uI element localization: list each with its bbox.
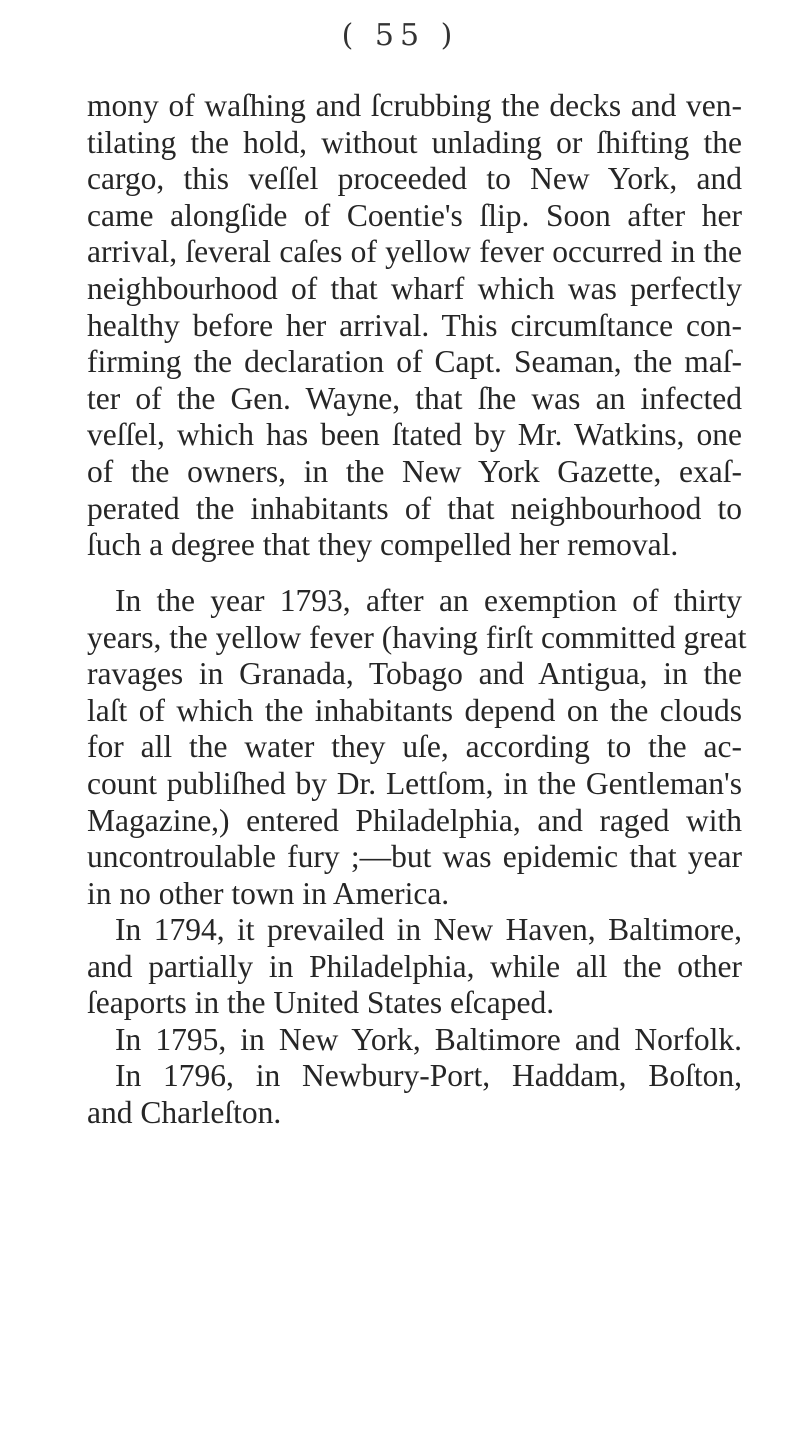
text-line: of the owners, in the New York Gazette, exaſ-	[87, 453, 742, 489]
paragraph-1	[87, 88, 742, 564]
text-line: perated the inhabitants of that neighbourhood to	[87, 490, 742, 526]
text-line: for all the water they uſe, according to the ac-	[87, 729, 742, 765]
paragraph-4	[87, 1022, 742, 1059]
text-line: Magazine,) entered Philadelphia, and raged with	[87, 802, 742, 838]
text-line: arrival, ſeveral caſes of yellow fever occurred in the	[87, 234, 742, 270]
text-line: cargo, this veſſel proceeded to New York, and	[87, 161, 742, 197]
text-line: In the year 1793, after an exemption of thirty	[115, 583, 742, 618]
text-line: neighbourhood of that wharf which was perfectly	[87, 270, 742, 306]
text-line: ſeaports in the United States eſcaped.	[87, 985, 555, 1021]
page-number: ( 55 )	[341, 18, 459, 53]
paragraph-5	[87, 1058, 742, 1131]
text-line: and Charleſton.	[87, 1094, 282, 1130]
text-line: and partially in Philadelphia, while all the other	[87, 948, 742, 984]
text-line: in no other town in America.	[87, 875, 450, 911]
text-line: ter of the Gen. Wayne, that ſhe was an infected	[87, 380, 742, 416]
text-line: ravages in Granada, Tobago and Antigua, in the	[87, 656, 742, 692]
text-line: In 1796, in Newbury-Port, Haddam, Boſton,	[115, 1058, 742, 1093]
text-line: veſſel, which has been ſtated by Mr. Watkins, one	[87, 417, 742, 453]
text-line: uncontroulable fury ;—but was epidemic that year	[87, 839, 742, 875]
paragraph-3	[87, 912, 742, 1022]
text-line: ſuch a degree that they compelled her removal.	[87, 527, 679, 563]
text-line: came alongſide of Coentie's ſlip. Soon after her	[87, 197, 742, 233]
paragraph-2	[87, 583, 747, 912]
text-line: laſt of which the inhabitants depend on the clouds	[87, 692, 742, 728]
text-line: mony of waſhing and ſcrubbing the decks and ven-	[87, 88, 742, 123]
text-line: count publiſhed by Dr. Lettſom, in the Gentleman's	[87, 765, 742, 801]
text-line: In 1795, in New York, Baltimore and Norfolk.	[115, 1022, 742, 1057]
text-line: healthy before her arrival. This circumſtance con-	[87, 307, 742, 343]
text-line: In 1794, it prevailed in New Haven, Baltimore,	[115, 912, 742, 947]
text-line: tilating the hold, without unlading or ſhifting the	[87, 124, 742, 160]
text-line: firming the declaration of Capt. Seaman, the maſ-	[87, 344, 742, 380]
text-line: years, the yellow fever (having firſt committed great	[87, 619, 747, 655]
